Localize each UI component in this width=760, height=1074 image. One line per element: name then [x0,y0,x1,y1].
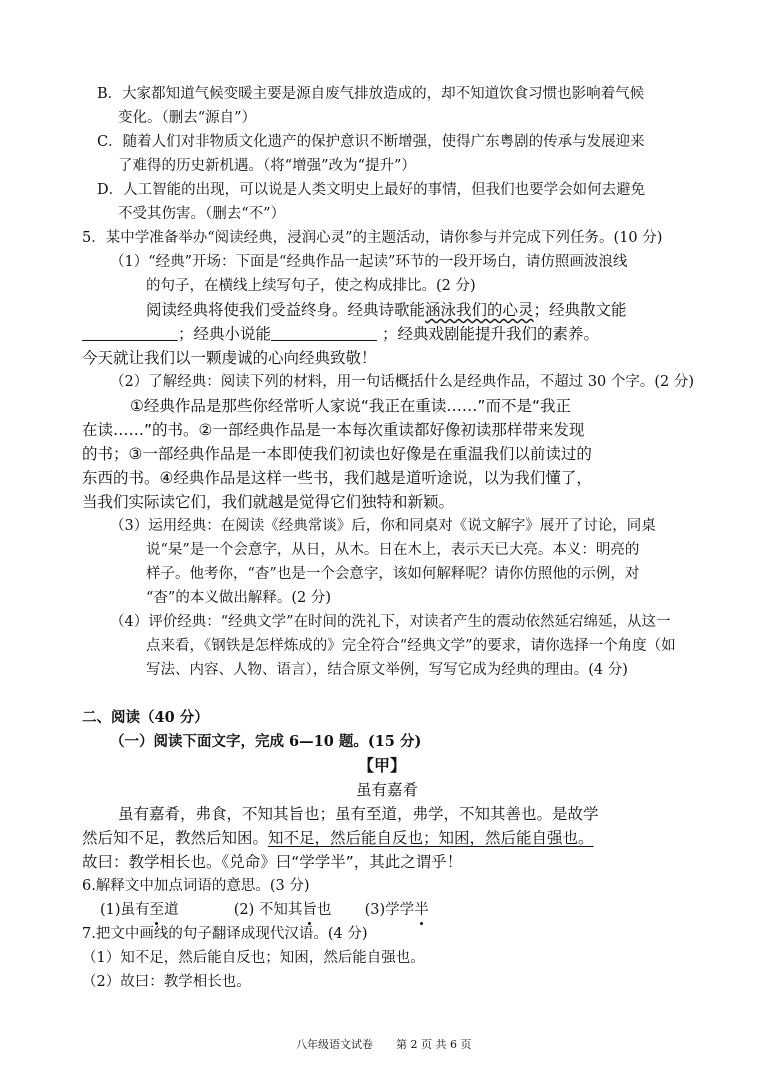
q4-option-d-line1: D．人工智能的出现，可以说是人类文明史上最好的事情，但我们也要学会如何去避免 [97,182,646,198]
q5-task3-line3: 样子。他考你，“杳”也是一个会意字，该如何解释呢？请你仿照他的示例，对 [146,566,640,582]
q5-task2-material-line1: ①经典作品是那些你经常听人家说“我正在重读……”而不是“我正 [130,397,571,415]
q6-item-2-dotted-char: 旨 [302,902,317,918]
q7-item-2: （2）故曰：教学相长也。 [82,974,251,990]
passage-text: 阅读经典将使我们受益终身。经典诗歌能 [146,301,426,319]
q5-task2-line1: （2）了解经典：阅读下列的材料，用一句话概括什么是经典作品，不超过 30 个字。(2 分) [110,374,695,390]
q5-task2-material-line2: 在读……”的书。②一部经典作品是一本每次重读都好像初读那样带来发现 [82,421,585,439]
q6-item-2-text: 也 [316,902,332,918]
q5-task1-passage-line3: 今天就让我们以一颗虔诚的心向经典致敬！ [82,349,377,367]
q6-item-1-text: 道 [164,902,179,918]
q6-item-2 [234,902,332,918]
section-heading: 二、阅读（40 分） [82,709,209,726]
q5-task4-line3: 写法、内容、人物、语言），结合原文举例，写写它成为经典的理由。(4 分) [146,662,628,678]
q4-option-d-line2: 不受其伤害。（删去“不”） [118,206,286,222]
passage-text: 然后知不足，教然后知困。 [82,829,269,847]
q4-option-c-line1: C．随着人们对非物质文化遗产的保护意识不断增强，使得广东粤剧的传承与发展迎来 [97,134,645,150]
q6-item-2-text: (2) 不知其 [233,902,303,918]
q5-task3-line4: “杳”的本义做出解释。(2 分) [146,590,331,606]
q6-item-3 [365,902,429,918]
q5-task2-material-line3: 的书；③一部经典作品是一本即使我们初读也好像是在重温我们以前读过的 [82,445,592,463]
q5-task2-material-line4: 东西的书。④经典作品是这样一些书，我们越是道听途说，以为我们懂了， [82,469,592,487]
q4-option-b-line2: 变化。（删去“源自”） [118,110,257,126]
q7-item-1: （1）知不足，然后能自反也；知困，然后能自强也。 [82,950,425,966]
underlined-sentence: 知不足，然后能自反也；知困，然后能自强也。 [268,829,594,847]
passage-text: ；经典小说能 [178,325,272,343]
q6-item-1-text: (1)虽有 [100,902,150,918]
q5-task4-line2: 点来看，《钢铁是怎样炼成的》完全符合“经典文学”的要求，请你选择一个角度（如 [146,638,676,654]
q5-task1-line2: 的句子，在横线上续写句子，使之构成排比。(2 分) [146,278,476,294]
footer-page-number: 第 2 页 共 6 页 [396,1038,472,1051]
passage-text: ；经典戏剧能提升我们的素养。 [381,325,599,343]
wavy-underlined-phrase: 涵泳我们的心灵 [425,301,534,319]
passage-label-jia: 【甲】 [358,756,407,775]
q6-item-1 [100,902,179,918]
q5-task1-passage-line2 [82,324,599,344]
q6-item-1-dotted-char: 至 [149,902,165,918]
question-6: 6.解释文中加点词语的意思。(3 分) [82,878,310,894]
answer-blank-novel[interactable] [271,324,377,341]
passage-text: ；经典散文能 [533,301,627,319]
q5-task1-passage-line1 [146,300,627,320]
q5-task1-line1: （1）“经典”开场：下面是“经典作品一起读”环节的一段开场白，请仿照画波浪线 [110,254,628,270]
section-subheading: （一）阅读下面文字，完成 6—10 题。(15 分) [110,733,422,750]
q6-items [100,900,429,920]
q5-task4-line1: （4）评价经典：“经典文学”在时间的洗礼下，对读者产生的震动依然延宕绵延，从这一 [110,614,671,630]
passage-line1: 虽有嘉肴，弗食，不知其旨也；虽有至道，弗学，不知其善也。是故学 [118,805,599,823]
q6-item-3-text: (3)学学 [364,902,415,918]
q4-option-b-line1: B．大家都知道气候变暖主要是源自废气排放造成的，却不知道饮食习惯也影响着气候 [97,86,645,102]
q5-task2-material-line5: 当我们实际读它们，我们就越是觉得它们独特和新颖。 [82,493,455,511]
q4-option-c-line2: 了难得的历史新机遇。（将“增强”改为“提升”） [118,158,416,174]
question-7: 7.把文中画线的句子翻译成现代汉语。(4 分) [82,926,368,942]
footer-exam-title: 八年级语文试卷 [296,1038,373,1051]
q5-task3-line2: 说“杲”是一个会意字，从日，从木。日在木上，表示天已大亮。本义：明亮的 [146,542,640,558]
passage-line2 [82,828,594,848]
passage-title: 虽有嘉肴 [356,781,419,799]
q6-item-3-dotted-char: 半 [414,902,429,918]
answer-blank-prose[interactable] [82,324,178,341]
q5-stem: 5．某中学准备举办“阅读经典，浸润心灵”的主题活动，请你参与并完成下列任务。(10 分) [82,230,663,246]
passage-line3: 故曰：教学相长也。《兑命》曰“学学半”，其此之谓乎！ [82,853,463,871]
q5-task3-line1: （3）运用经典：在阅读《经典常谈》后，你和同桌对《说文解字》展开了讨论，同桌 [110,518,656,534]
